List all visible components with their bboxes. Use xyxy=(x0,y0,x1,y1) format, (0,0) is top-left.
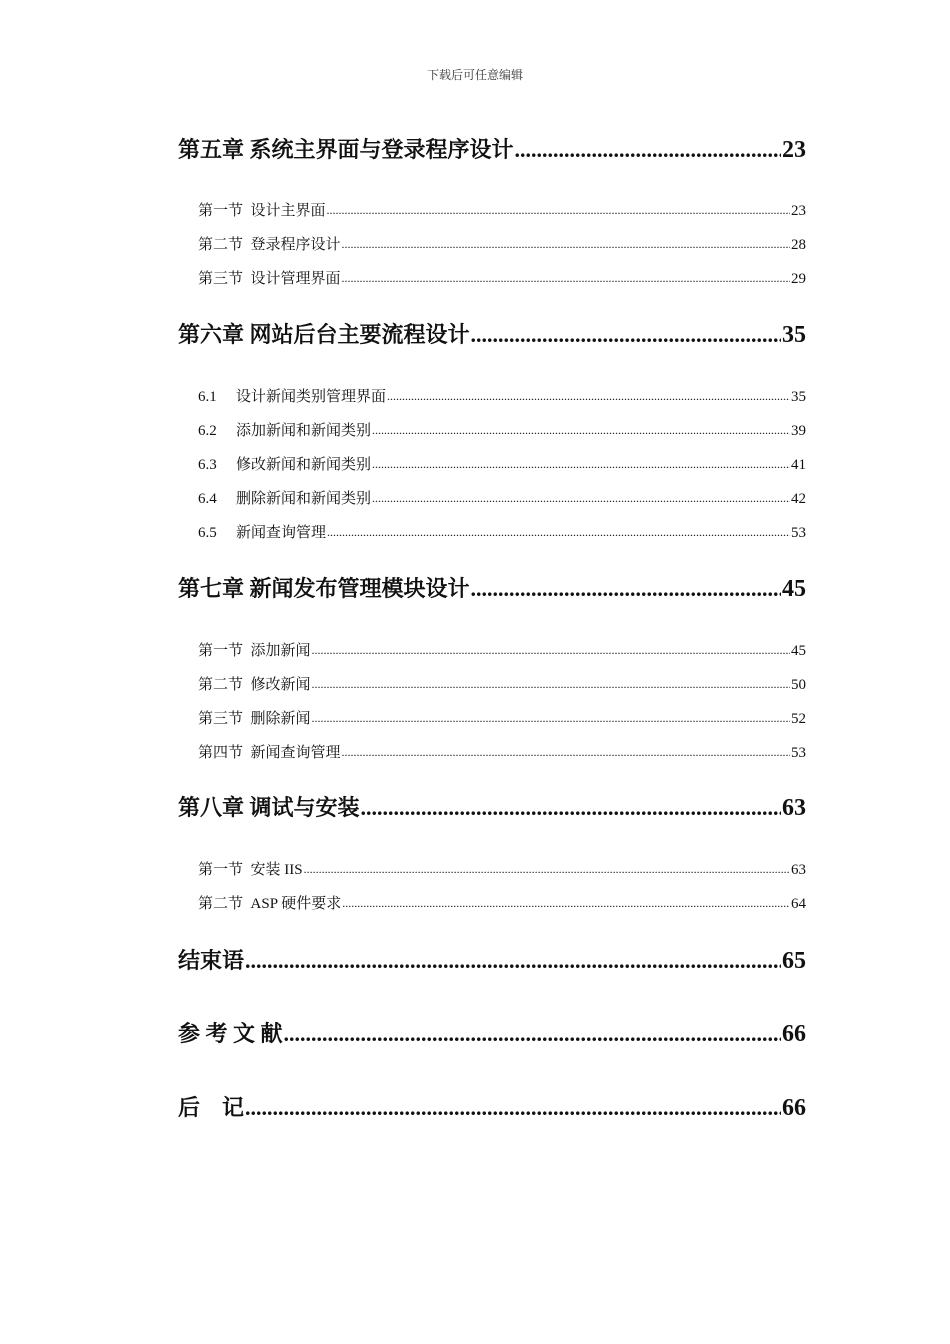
page-number: 53 xyxy=(791,525,806,541)
dot-leader xyxy=(327,522,790,537)
section-title: 新闻查询管理 xyxy=(250,745,341,761)
page-number: 52 xyxy=(791,711,806,727)
page-number: 63 xyxy=(782,795,806,821)
chapter-title: 第七章 新闻发布管理模块设计 xyxy=(178,576,470,601)
chapter-title: 第八章 调试与安装 xyxy=(178,795,360,820)
toc-section[interactable] xyxy=(198,741,806,763)
section-title: 删除新闻 xyxy=(250,711,311,727)
dot-leader xyxy=(312,674,790,689)
toc-section[interactable] xyxy=(198,707,806,729)
section-title: 添加新闻和新闻类别 xyxy=(236,423,372,439)
dot-leader xyxy=(471,320,781,342)
page-number: 28 xyxy=(791,237,806,253)
page-number: 63 xyxy=(791,862,806,878)
page-number: 66 xyxy=(782,1021,806,1047)
section-label: 第三节 xyxy=(198,271,244,287)
dot-leader xyxy=(342,893,790,908)
page-number: 50 xyxy=(791,677,806,693)
section-label: 第二节 xyxy=(198,896,244,912)
toc-chapter-7[interactable] xyxy=(178,572,806,606)
section-title: 新闻查询管理 xyxy=(236,525,327,541)
dot-leader xyxy=(284,1019,781,1041)
dot-leader xyxy=(471,574,781,596)
page-number: 29 xyxy=(791,271,806,287)
section-title: 添加新闻 xyxy=(250,643,311,659)
page-number: 45 xyxy=(791,643,806,659)
page-number: 66 xyxy=(782,1095,806,1121)
toc-section[interactable] xyxy=(198,233,806,255)
section-title: 设计新闻类别管理界面 xyxy=(236,389,387,405)
dot-leader xyxy=(515,135,781,157)
page-number: 65 xyxy=(782,948,806,974)
toc-chapter-8[interactable] xyxy=(178,791,806,825)
dot-leader xyxy=(372,454,790,469)
chapter-title: 后 记 xyxy=(178,1095,245,1120)
section-label: 6.4 xyxy=(198,491,217,507)
section-title: 修改新闻和新闻类别 xyxy=(236,457,372,473)
section-label: 第一节 xyxy=(198,203,244,219)
toc-section[interactable] xyxy=(198,521,806,543)
toc-section[interactable] xyxy=(198,385,806,407)
toc-section[interactable] xyxy=(198,639,806,661)
dot-leader xyxy=(372,420,790,435)
chapter-title: 第五章 系统主界面与登录程序设计 xyxy=(178,137,514,162)
section-label: 第二节 xyxy=(198,237,244,253)
page-number: 53 xyxy=(791,745,806,761)
section-label: 第三节 xyxy=(198,711,244,727)
page-number: 35 xyxy=(782,322,806,348)
toc-section[interactable] xyxy=(198,673,806,695)
toc-references[interactable] xyxy=(178,1017,806,1051)
dot-leader xyxy=(304,859,790,874)
dot-leader xyxy=(312,708,790,723)
toc-section[interactable] xyxy=(198,892,806,914)
toc-section[interactable] xyxy=(198,453,806,475)
dot-leader xyxy=(387,386,790,401)
section-title: 设计管理界面 xyxy=(250,271,341,287)
toc-section[interactable] xyxy=(198,199,806,221)
toc-section[interactable] xyxy=(198,267,806,289)
dot-leader xyxy=(342,234,790,249)
dot-leader xyxy=(312,640,790,655)
toc-chapter-6[interactable] xyxy=(178,318,806,352)
page-number: 42 xyxy=(791,491,806,507)
toc-section[interactable] xyxy=(198,419,806,441)
toc-afterword[interactable] xyxy=(178,1091,806,1125)
dot-leader xyxy=(327,200,790,215)
section-title: 修改新闻 xyxy=(250,677,311,693)
section-title: 登录程序设计 xyxy=(250,237,341,253)
page-number: 45 xyxy=(782,576,806,602)
page-number: 23 xyxy=(791,203,806,219)
section-label: 第四节 xyxy=(198,745,244,761)
chapter-title: 参 考 文 献 xyxy=(178,1021,283,1046)
page-number: 39 xyxy=(791,423,806,439)
page-number: 35 xyxy=(791,389,806,405)
dot-leader xyxy=(245,1093,781,1115)
toc-chapter-5[interactable] xyxy=(178,133,806,167)
chapter-title: 结束语 xyxy=(178,948,245,973)
chapter-title: 第六章 网站后台主要流程设计 xyxy=(178,322,470,347)
section-title: 设计主界面 xyxy=(250,203,326,219)
section-title: 安装 IIS xyxy=(250,862,303,878)
section-title: ASP 硬件要求 xyxy=(250,896,342,912)
section-title: 删除新闻和新闻类别 xyxy=(236,491,372,507)
dot-leader xyxy=(342,742,790,757)
section-label: 第一节 xyxy=(198,862,244,878)
page-number: 41 xyxy=(791,457,806,473)
section-label: 6.5 xyxy=(198,525,217,541)
page-number: 23 xyxy=(782,137,806,163)
dot-leader xyxy=(245,946,781,968)
toc-section[interactable] xyxy=(198,858,806,880)
toc-section[interactable] xyxy=(198,487,806,509)
dot-leader xyxy=(372,488,790,503)
section-label: 6.1 xyxy=(198,389,217,405)
section-label: 6.3 xyxy=(198,457,217,473)
section-label: 第一节 xyxy=(198,643,244,659)
page-number: 64 xyxy=(791,896,806,912)
header-note: 下载后可任意编辑 xyxy=(426,68,523,82)
dot-leader xyxy=(361,793,781,815)
section-label: 第二节 xyxy=(198,677,244,693)
dot-leader xyxy=(342,268,790,283)
section-label: 6.2 xyxy=(198,423,217,439)
toc-conclusion[interactable] xyxy=(178,944,806,978)
